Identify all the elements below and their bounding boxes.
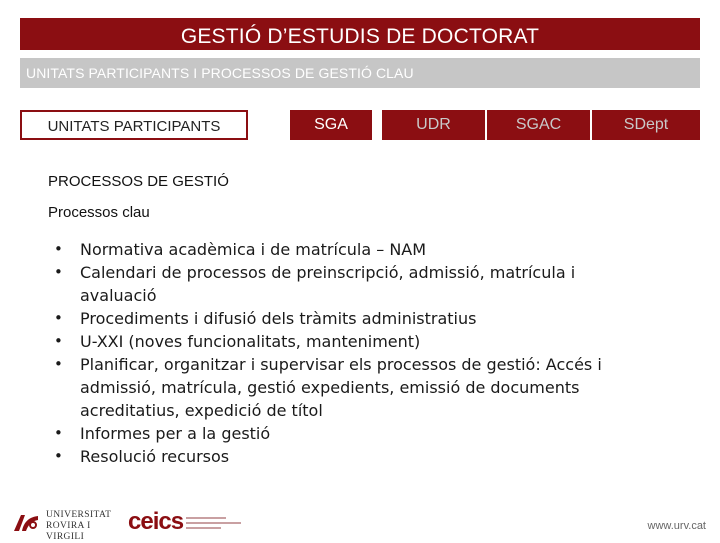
list-item [50, 445, 650, 468]
list-item [50, 238, 650, 261]
list-item [50, 261, 650, 307]
list-item-text: U-XXI (noves funcionalitats, manteniment) [80, 332, 421, 351]
bullet-icon: • [54, 263, 63, 281]
list-item-text: Normativa acadèmica i de matrícula – NAM [80, 240, 427, 259]
footer [0, 500, 720, 540]
bullet-icon: • [54, 240, 63, 258]
list-item-text: Resolució recursos [80, 447, 230, 466]
list-item-text: Informes per a la gestió [80, 424, 271, 443]
ceics-logo[interactable] [128, 508, 246, 538]
process-list [50, 238, 650, 468]
subsection-heading: Processos clau [48, 204, 150, 221]
urv-emblem-icon [12, 511, 40, 533]
tab-sgac[interactable]: SGAC [487, 110, 590, 140]
unit-tabs [0, 110, 720, 140]
ceics-tagline-lines [186, 514, 256, 534]
bullet-icon: • [54, 332, 63, 350]
section-subtitle-bar: UNITATS PARTICIPANTS I PROCESSOS DE GESTIÓ CLAU [20, 58, 700, 88]
urv-logo-line1: UNIVERSITAT [46, 510, 112, 520]
urv-logo-line2: ROVIRA I VIRGILI [46, 521, 91, 542]
website-link[interactable]: www.urv.cat [647, 520, 706, 532]
list-item [50, 422, 650, 445]
bullet-icon: • [54, 447, 63, 465]
list-item [50, 307, 650, 330]
urv-logo-text [46, 510, 120, 543]
list-item-text: Calendari de processos de preinscripció, admissió, matrícula i avaluació [80, 263, 576, 305]
ceics-logo-text: ceics [128, 508, 184, 535]
page-title: GESTIÓ D’ESTUDIS DE DOCTORAT [20, 18, 700, 50]
list-item [50, 353, 650, 422]
bullet-icon: • [54, 424, 63, 442]
tab-unitats-participants[interactable]: UNITATS PARTICIPANTS [20, 110, 248, 140]
section-heading: PROCESSOS DE GESTIÓ [48, 173, 229, 190]
urv-logo[interactable] [12, 508, 120, 542]
list-item [50, 330, 650, 353]
list-item-text: Procediments i difusió dels tràmits administratius [80, 309, 477, 328]
bullet-icon: • [54, 309, 63, 327]
tab-udr[interactable]: UDR [382, 110, 485, 140]
list-item-text: Planificar, organitzar i supervisar els processos de gestió: Accés i admissió, matrícula, gestió expedients, emissió de documents acreditatius, expedició de títol [80, 355, 602, 420]
bullet-icon: • [54, 355, 63, 373]
tab-sdept[interactable]: SDept [592, 110, 700, 140]
tab-sga[interactable]: SGA [290, 110, 372, 140]
